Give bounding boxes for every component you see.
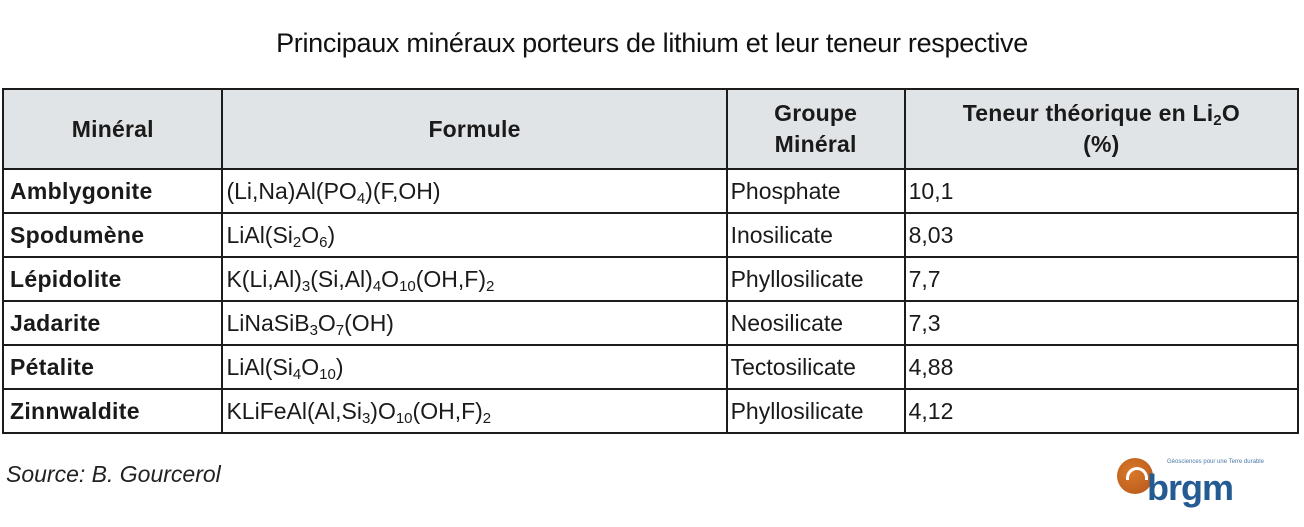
table-row [3,389,1298,433]
cell-group: Phyllosilicate [727,389,905,433]
header-formula: Formule [222,89,726,169]
table-row [3,169,1298,213]
cell-formula: $LiAl(Si_4O_{10})$ [222,345,726,389]
source-caption: Source: B. Gourcerol [6,461,221,487]
header-group-line2: Minéral [774,131,857,157]
lithium-minerals-table [2,88,1299,434]
table-row [3,257,1298,301]
table-row [3,301,1298,345]
table-row [3,345,1298,389]
table-body [3,169,1298,433]
cell-mineral: Zinnwaldite [3,389,222,433]
cell-formula: $K(Li,Al)_3(Si,Al)_4O_{10}(OH,F)_2$ [222,257,726,301]
page-title: Principaux minéraux porteurs de lithium et leur teneur respective [276,28,1028,58]
cell-li2o-content: 4,12 [905,389,1298,433]
cell-li2o-content: 8,03 [905,213,1298,257]
header-content-line1-pre: Teneur théorique en Li [962,100,1214,126]
cell-mineral: Amblygonite [3,169,222,213]
header-content-line2: (%) [1083,131,1120,157]
cell-mineral: Lépidolite [3,257,222,301]
table-row [3,213,1298,257]
header-content [905,89,1298,169]
cell-mineral: Pétalite [3,345,222,389]
brgm-logo-text: brgm [1147,467,1233,508]
header-mineral: Minéral [3,89,222,169]
cell-li2o-content: 7,7 [905,257,1298,301]
cell-li2o-content: 10,1 [905,169,1298,213]
header-content-sub: 2 [1213,112,1222,129]
cell-li2o-content: 4,88 [905,345,1298,389]
cell-formula: $LiAl(Si_2O_6)$ [222,213,726,257]
cell-group: Phyllosilicate [727,257,905,301]
cell-group: Phosphate [727,169,905,213]
cell-group: Tectosilicate [727,345,905,389]
table-header-row [3,89,1298,169]
cell-mineral: Jadarite [3,301,222,345]
header-group-line1: Groupe [774,100,858,126]
brgm-logo [1117,455,1297,515]
cell-formula: $LiNaSiB_3O_7(OH)$ [222,301,726,345]
header-group [727,89,905,169]
cell-group: Neosilicate [727,301,905,345]
header-content-line1-post: O [1221,100,1240,126]
cell-formula: $KLiFeAl(Al,Si_3)O_{10}(OH,F)_2$ [222,389,726,433]
cell-li2o-content: 7,3 [905,301,1298,345]
brgm-tagline: Géosciences pour une Terre durable [1167,459,1264,465]
cell-formula: $(Li,Na)Al(PO_4)(F,OH)$ [222,169,726,213]
cell-group: Inosilicate [727,213,905,257]
cell-mineral: Spodumène [3,213,222,257]
